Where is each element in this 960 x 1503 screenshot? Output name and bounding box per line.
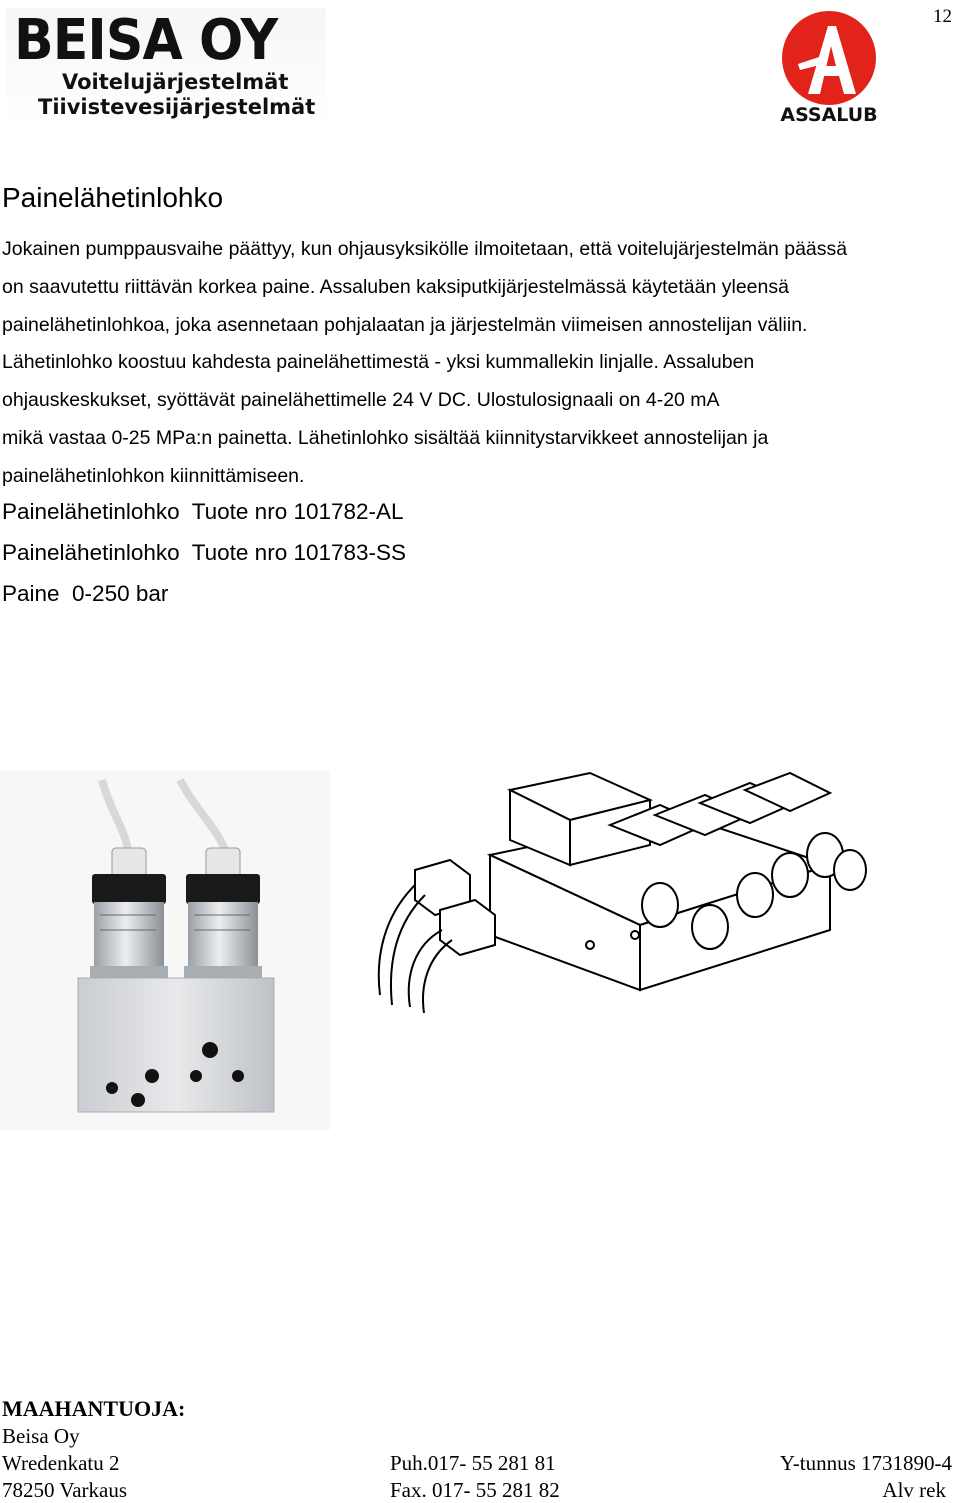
importer-label: MAAHANTUOJA: — [2, 1396, 186, 1421]
page-title: Painelähetinlohko — [2, 182, 224, 213]
paragraph-line: Jokainen pumppausvaihe päättyy, kun ohjausyksikölle ilmoitetaan, että voitelujärjestelmän päässä — [2, 238, 848, 260]
paragraph-line: ohjauskeskukset, syöttävät painelähettimelle 24 V DC. Ulostulosignaali on 4-20 mA — [2, 389, 720, 412]
footer-fax: Fax. 017- 55 281 82 — [390, 1478, 560, 1502]
footer-street: Wredenkatu 2 — [2, 1451, 120, 1475]
pressure-range-spec: Paine 0-250 bar — [2, 581, 169, 606]
pressure-transmitter-block-photo — [0, 770, 330, 1130]
product-spec-al: Painelähetinlohko Tuote nro 101782-AL — [2, 499, 404, 524]
beisa-logo-line2: Tiivistevesijärjestelmät — [38, 95, 316, 119]
page-number: 12 — [933, 6, 952, 27]
paragraph-line: mikä vastaa 0-25 MPa:n painetta. Lähetinlohko sisältää kiinnitystarvikkeet annostelijan ja — [2, 426, 769, 449]
footer-business-id: Y-tunnus 1731890-4 — [779, 1451, 952, 1475]
footer-city: 78250 Varkaus — [2, 1478, 128, 1502]
beisa-logo-title: BEISA OY — [14, 8, 278, 73]
footer-company: Beisa Oy — [2, 1424, 80, 1448]
product-spec-ss: Painelähetinlohko Tuote nro 101783-SS — [2, 540, 407, 565]
paragraph-line: painelähetinlohkoa, joka asennetaan pohjalaatan ja järjestelmän viimeisen annostelijan väliin. — [2, 313, 808, 336]
paragraph-line: Lähetinlohko koostuu kahdesta painelähettimestä - yksi kummallekin linjalle. Assaluben — [2, 351, 755, 374]
paragraph-line: painelähetinlohkon kiinnittämiseen. — [2, 464, 305, 487]
paragraph-line: on saavutettu riittävän korkea paine. Assaluben kaksiputkijärjestelmässä käytetään yleensä — [2, 275, 789, 298]
distributor-assembly-drawing — [360, 745, 872, 1045]
footer-vat: Alv rek — [882, 1478, 946, 1502]
assalub-wordmark: ASSALUB — [780, 104, 878, 126]
footer-phone: Puh.017- 55 281 81 — [390, 1451, 556, 1475]
description-paragraph — [2, 231, 957, 496]
beisa-logo-line1: Voitelujärjestelmät — [62, 70, 289, 94]
